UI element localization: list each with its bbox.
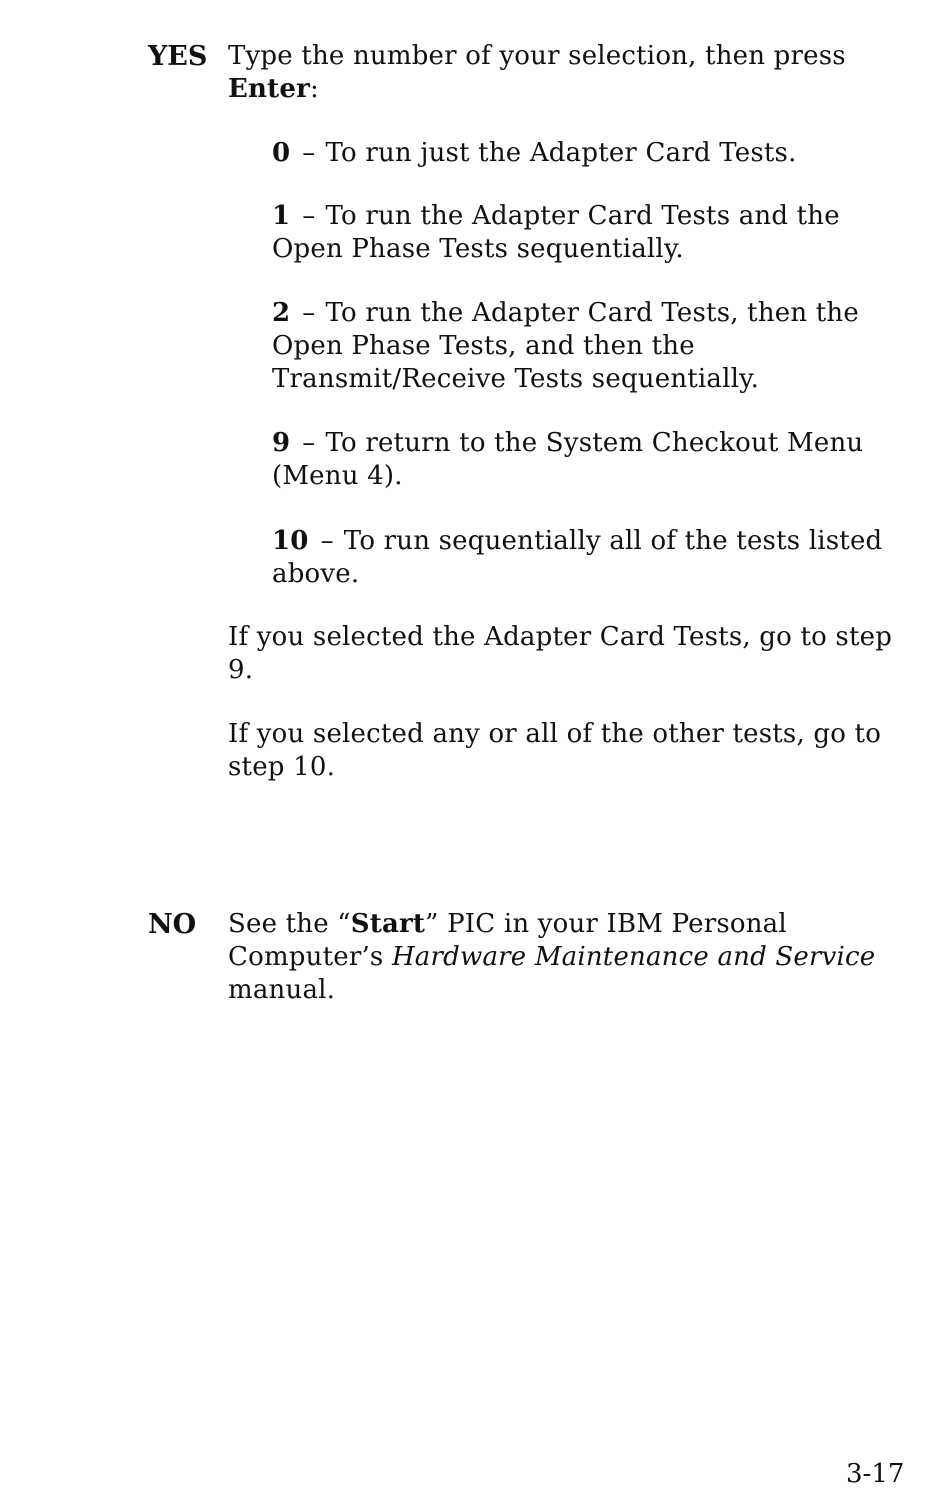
option-number: 10 — [272, 526, 309, 556]
enter-key-label: Enter — [228, 74, 310, 104]
option-number: 9 — [272, 428, 291, 458]
no-label: NO — [148, 909, 197, 940]
no-text-after: manual. — [228, 975, 336, 1005]
no-instruction — [228, 908, 908, 1007]
no-text-before: See the “ — [228, 909, 351, 939]
manual-title: Hardware Maintenance and Service — [391, 942, 876, 972]
menu-option-9 — [272, 427, 902, 493]
option-text: To run the Adapter Card Tests, then the Open Phase Tests, and then the Transmit/Receive Tests sequentially. — [272, 298, 859, 394]
yes-instruction — [228, 40, 888, 106]
option-text: To run the Adapter Card Tests and the Open Phase Tests sequentially. — [272, 201, 840, 264]
yes-label: YES — [148, 41, 208, 72]
menu-option-10 — [272, 525, 902, 591]
option-dash: – — [302, 201, 316, 231]
adapter-tests-instruction: If you selected the Adapter Card Tests, go to step 9. — [228, 622, 893, 685]
option-dash: – — [320, 526, 334, 556]
option-text: To run sequentially all of the tests listed above. — [272, 526, 883, 589]
option-dash: – — [302, 298, 316, 328]
option-number: 1 — [272, 201, 291, 231]
option-dash: – — [302, 428, 316, 458]
yes-instruction-text: Type the number of your selection, then press — [228, 41, 846, 71]
page-number: 3-17 — [846, 1459, 905, 1489]
option-text: To run just the Adapter Card Tests. — [325, 138, 797, 168]
option-number: 2 — [272, 298, 291, 328]
menu-option-0 — [272, 137, 902, 170]
option-text: To return to the System Checkout Menu (Menu 4). — [272, 428, 864, 491]
menu-option-1 — [272, 200, 902, 266]
start-word: Start — [350, 909, 426, 939]
colon: : — [309, 74, 319, 104]
option-number: 0 — [272, 138, 291, 168]
other-tests-instruction: If you selected any or all of the other tests, go to step 10. — [228, 719, 882, 782]
menu-option-2 — [272, 297, 902, 396]
option-dash: – — [302, 138, 316, 168]
no-text-middle: ” PIC in your IBM Personal Computer’s — [228, 909, 787, 972]
